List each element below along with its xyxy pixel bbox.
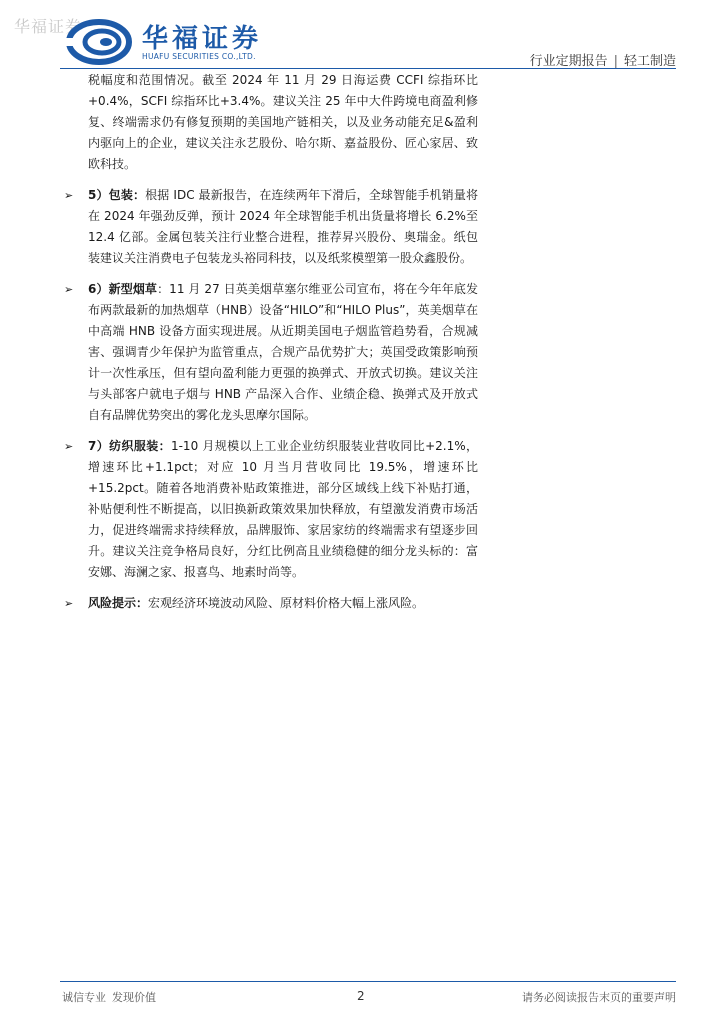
watermark-text: 华福证券 [14, 17, 83, 36]
footer-slogan-1: 诚信专业 [62, 991, 106, 1004]
footer-divider [60, 981, 676, 982]
page-number: 2 [357, 989, 365, 1003]
report-type: 行业定期报告 [529, 54, 608, 69]
header-divider [60, 68, 676, 69]
arrow-bullet-icon: ➢ [64, 283, 74, 296]
arrow-bullet-icon: ➢ [64, 597, 74, 610]
logo-name-cn: 华福证券 [142, 24, 263, 54]
item-text: 根据 IDC 最新报告，在连续两年下滑后，全球智能手机销量将在 2024 年强劲反弹，预计 2024 年全球智能手机出货量将增长 6.2%至 12.4 亿部。金属包装关注行业整合进程，推荐昇兴股份、奥瑞金。纸包装建议关注消费电子包装龙头裕同科技，以及纸浆模塑第一股众鑫股份。 [88, 188, 478, 265]
item-text: 1-10 月规模以上工业企业纺织服装业营收同比+2.1%，增速环比+1.1pct；对应 10 月当月营收同比 19.5%，增速环比+15.2pct。随着各地消费补贴政策推进，部分区域线上线下补贴打通，补贴便利性不断提高，以旧换新政策效果加快释放，有望激发消费市场活力，促进终端需求持续释放，品牌服饰、家居家纺的终端需求有望逐步回升。建议关注竞争格局良好，分红比例高且业绩稳健的细分龙头标的：富安娜、海澜之家、报喜鸟、地素时尚等。 [88, 439, 479, 579]
list-item [62, 279, 478, 426]
footer-disclaimer: 请务必阅读报告末页的重要声明 [522, 991, 676, 1004]
continued-paragraph: 税幅度和范围情况。截至 2024 年 11 月 29 日海运费 CCFI 综指环比+0.4%，SCFI 综指环比+3.4%。建议关注 25 年中大件跨境电商盈利修复、终端需求仍有修复预期的美国地产链相关，以及业务动能充足&盈利内驱向上的企业，建议关注永艺股份、哈尔斯、嘉益股份、匠心家居、致欧科技。 [88, 73, 478, 171]
company-logo [66, 18, 266, 66]
arrow-bullet-icon: ➢ [64, 440, 74, 453]
report-body [62, 70, 478, 614]
footer-slogan-2: 发现价值 [112, 991, 156, 1004]
item-heading: 6）新型烟草 [88, 282, 158, 296]
item-text: 宏观经济环境波动风险、原材料价格大幅上涨风险。 [148, 596, 425, 610]
industry-label: 轻工制造 [623, 54, 676, 69]
item-text: ：11 月 27 日英美烟草塞尔维亚公司宣布，将在今年年底发布两款最新的加热烟草（HNB）设备“HILO”和“HILO Plus”，英美烟草在中高端 HNB 设备方面实现进展。从近期美国电子烟监管趋势看，合规减害、强调青少年保护为监管重点，合规产品优势扩大；英国受政策影响预计一次性承压，但有望向盈利能力更强的换弹式、开放式切换。建议关注与头部客户就电子烟与 HNB 产品深入合作、业绩企稳、换弹式及开放式自有品牌优势突出的雾化龙头思摩尔国际。 [88, 282, 478, 422]
item-heading: 风险提示： [88, 596, 149, 610]
item-heading: 7）纺织服装： [88, 439, 171, 453]
logo-emblem-icon [66, 18, 132, 66]
logo-name-en: HUAFU SECURITIES CO.,LTD. [142, 52, 256, 61]
list-item [62, 185, 478, 269]
list-item [62, 593, 478, 614]
item-heading: 5）包装： [88, 188, 146, 202]
arrow-bullet-icon: ➢ [64, 189, 74, 202]
header-separator: | [613, 54, 618, 69]
report-category [530, 50, 676, 69]
footer-slogan [62, 989, 156, 1005]
list-item [62, 436, 478, 583]
